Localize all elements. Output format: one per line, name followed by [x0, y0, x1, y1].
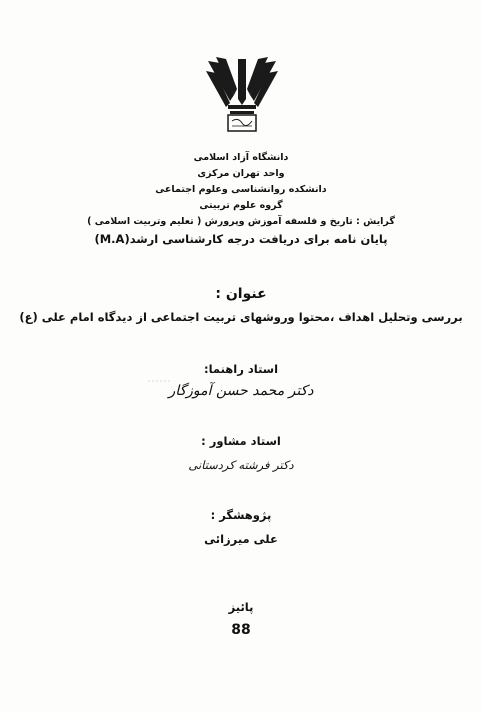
researcher-name: علی میرزائی: [204, 532, 278, 546]
branch-name: واحد تهران مرکزی: [197, 168, 285, 179]
title-label: عنوان :: [215, 286, 267, 302]
thesis-title: بررسی وتحلیل اهداف ،محتوا وروشهای تربیت اجتماعی از دیدگاه امام علی (ع): [19, 310, 463, 324]
university-logo-icon: [206, 55, 278, 139]
university-name: دانشگاه آزاد اسلامی: [193, 152, 289, 163]
advisor-label: استاد مشاور :: [201, 434, 281, 448]
faculty-name: دانشکده روانشناسی وعلوم اجتماعی: [155, 184, 327, 195]
scan-speck-mark: [148, 380, 170, 382]
date-season: پائیز: [228, 600, 254, 614]
researcher-label: پژوهشگر :: [210, 508, 272, 522]
supervisor-label: استاد راهنما:: [203, 362, 279, 376]
degree-statement: پایان نامه برای دریافت درجه کارشناسی ارشد(M.A): [94, 232, 388, 246]
date-year: 88: [231, 622, 251, 638]
specialization: گرایش : تاریخ و فلسفه آموزش وپرورش ( تعلیم وتربیت اسلامی ): [87, 216, 395, 227]
supervisor-name: دکتر محمد حسن آموزگار: [168, 383, 314, 399]
department-name: گروه علوم تربیتی: [199, 200, 283, 211]
advisor-name: دکتر فرشته کردستانی: [188, 458, 294, 472]
